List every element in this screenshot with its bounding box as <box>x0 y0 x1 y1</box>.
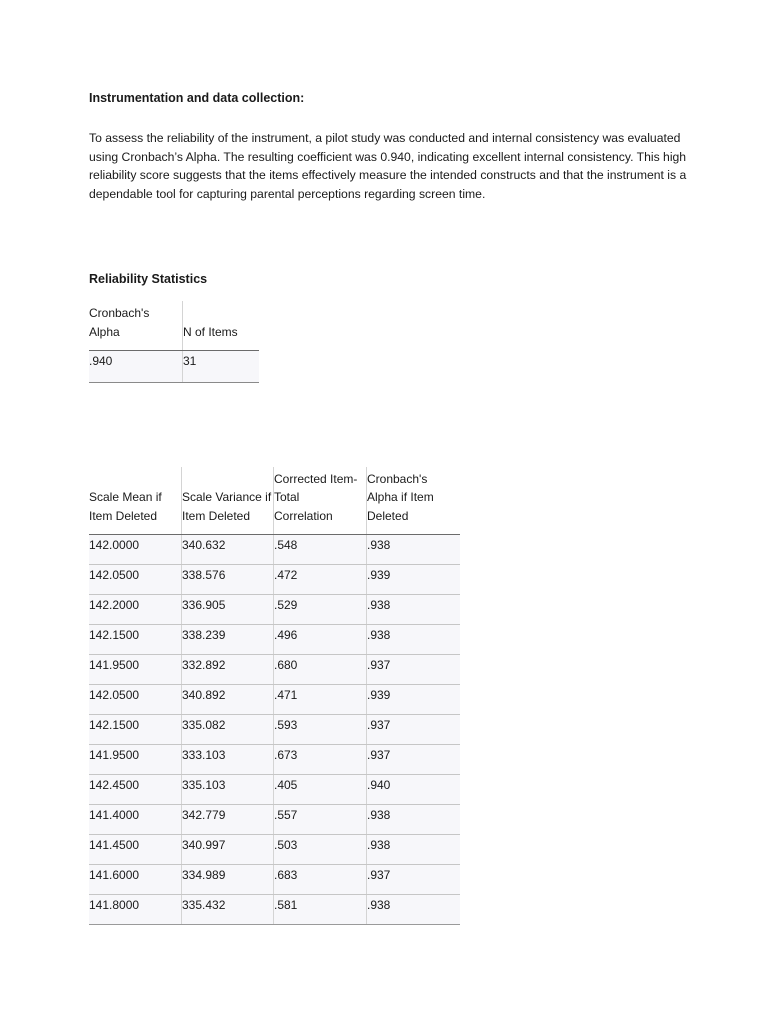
paragraph-text: To assess the reliability of the instrument, a pilot study was conducted and internal consistency was evaluated using Cronbach’s Alpha. The resulting coefficient was 0.940, indicating excellent internal consistency. This high reliability score suggests that the items effectively measure the intended constructs and that the instrument is a dependable tool for capturing parental perceptions regarding screen time. <box>89 131 687 201</box>
cell-alpha-if-deleted: .938 <box>367 895 461 925</box>
cell-scale-mean: 141.4000 <box>89 805 182 835</box>
header-line: Total <box>274 490 300 504</box>
reliability-statistics-title: Reliability Statistics <box>89 272 208 286</box>
cell-alpha-if-deleted: .938 <box>367 595 461 625</box>
table-row <box>89 535 460 565</box>
cell-scale-variance: 335.432 <box>182 895 274 925</box>
column-header-cronbach-alpha <box>89 301 183 351</box>
reliability-statistics-table <box>89 301 259 383</box>
cell-corrected-correlation: .593 <box>274 715 367 745</box>
cell-scale-mean: 141.4500 <box>89 835 182 865</box>
header-text: Cronbach's Alpha <box>89 306 150 339</box>
cell-corrected-correlation: .557 <box>274 805 367 835</box>
cell-scale-variance: 335.082 <box>182 715 274 745</box>
cell-corrected-correlation: .471 <box>274 685 367 715</box>
table-row <box>89 775 460 805</box>
cell-corrected-correlation: .496 <box>274 625 367 655</box>
cell-scale-variance: 333.103 <box>182 745 274 775</box>
header-line: Correlation <box>274 508 333 523</box>
column-header-n-of-items <box>183 301 260 351</box>
header-line: Deleted <box>367 508 409 523</box>
header-line: Scale Mean if <box>89 490 162 504</box>
cell-scale-variance: 340.632 <box>182 535 274 565</box>
table-row <box>89 595 460 625</box>
cell-corrected-correlation: .503 <box>274 835 367 865</box>
cell-scale-mean: 141.9500 <box>89 745 182 775</box>
cell-alpha-if-deleted: .938 <box>367 535 461 565</box>
cell-corrected-correlation: .673 <box>274 745 367 775</box>
cell-n-items: 31 <box>183 351 260 383</box>
table-header-row <box>89 301 259 351</box>
cell-alpha-if-deleted: .937 <box>367 655 461 685</box>
cell-scale-variance: 340.892 <box>182 685 274 715</box>
table-row <box>89 805 460 835</box>
table-row <box>89 685 460 715</box>
table-row <box>89 865 460 895</box>
cell-alpha-if-deleted: .939 <box>367 685 461 715</box>
cell-corrected-correlation: .529 <box>274 595 367 625</box>
body-paragraph <box>89 129 687 203</box>
header-line: Corrected Item- <box>274 471 358 486</box>
header-line: Item Deleted <box>182 508 251 523</box>
column-header-corrected-correlation <box>274 467 367 535</box>
cell-scale-mean: 142.2000 <box>89 595 182 625</box>
cell-alpha-if-deleted: .938 <box>367 805 461 835</box>
item-total-statistics-table <box>89 467 460 925</box>
table-row <box>89 565 460 595</box>
cell-scale-variance: 342.779 <box>182 805 274 835</box>
table-row <box>89 625 460 655</box>
cell-corrected-correlation: .581 <box>274 895 367 925</box>
table-row <box>89 351 259 383</box>
header-line: Item Deleted <box>89 508 158 523</box>
header-line: Cronbach's <box>367 471 428 486</box>
cell-scale-mean: 142.1500 <box>89 715 182 745</box>
cell-scale-mean: 142.1500 <box>89 625 182 655</box>
cell-corrected-correlation: .548 <box>274 535 367 565</box>
cell-scale-mean: 142.0000 <box>89 535 182 565</box>
cell-alpha-if-deleted: .937 <box>367 865 461 895</box>
cell-scale-variance: 338.239 <box>182 625 274 655</box>
cell-alpha-if-deleted: .937 <box>367 715 461 745</box>
item-rows <box>89 535 460 925</box>
cell-scale-variance: 336.905 <box>182 595 274 625</box>
cell-corrected-correlation: .405 <box>274 775 367 805</box>
cell-corrected-correlation: .472 <box>274 565 367 595</box>
header-text: N of Items <box>183 324 238 339</box>
cell-alpha: .940 <box>89 351 183 383</box>
column-header-scale-variance <box>182 467 274 535</box>
cell-alpha-if-deleted: .938 <box>367 835 461 865</box>
cell-scale-variance: 334.989 <box>182 865 274 895</box>
cell-corrected-correlation: .680 <box>274 655 367 685</box>
cell-scale-mean: 142.0500 <box>89 685 182 715</box>
cell-scale-mean: 142.0500 <box>89 565 182 595</box>
cell-scale-mean: 141.9500 <box>89 655 182 685</box>
cell-scale-variance: 338.576 <box>182 565 274 595</box>
cell-alpha-if-deleted: .937 <box>367 745 461 775</box>
header-line: Alpha if Item <box>367 490 434 504</box>
table-row <box>89 895 460 925</box>
table-row <box>89 655 460 685</box>
cell-corrected-correlation: .683 <box>274 865 367 895</box>
cell-alpha-if-deleted: .939 <box>367 565 461 595</box>
cell-scale-variance: 340.997 <box>182 835 274 865</box>
cell-scale-mean: 141.6000 <box>89 865 182 895</box>
cell-scale-mean: 142.4500 <box>89 775 182 805</box>
cell-scale-mean: 141.8000 <box>89 895 182 925</box>
cell-alpha-if-deleted: .938 <box>367 625 461 655</box>
header-line: Scale Variance if <box>182 490 272 504</box>
column-header-scale-mean <box>89 467 182 535</box>
cell-scale-variance: 335.103 <box>182 775 274 805</box>
column-header-alpha-if-deleted <box>367 467 461 535</box>
table-row <box>89 715 460 745</box>
cell-alpha-if-deleted: .940 <box>367 775 461 805</box>
table-row <box>89 835 460 865</box>
section-heading: Instrumentation and data collection: <box>89 91 305 105</box>
table-header-row <box>89 467 460 535</box>
table-row <box>89 745 460 775</box>
cell-scale-variance: 332.892 <box>182 655 274 685</box>
